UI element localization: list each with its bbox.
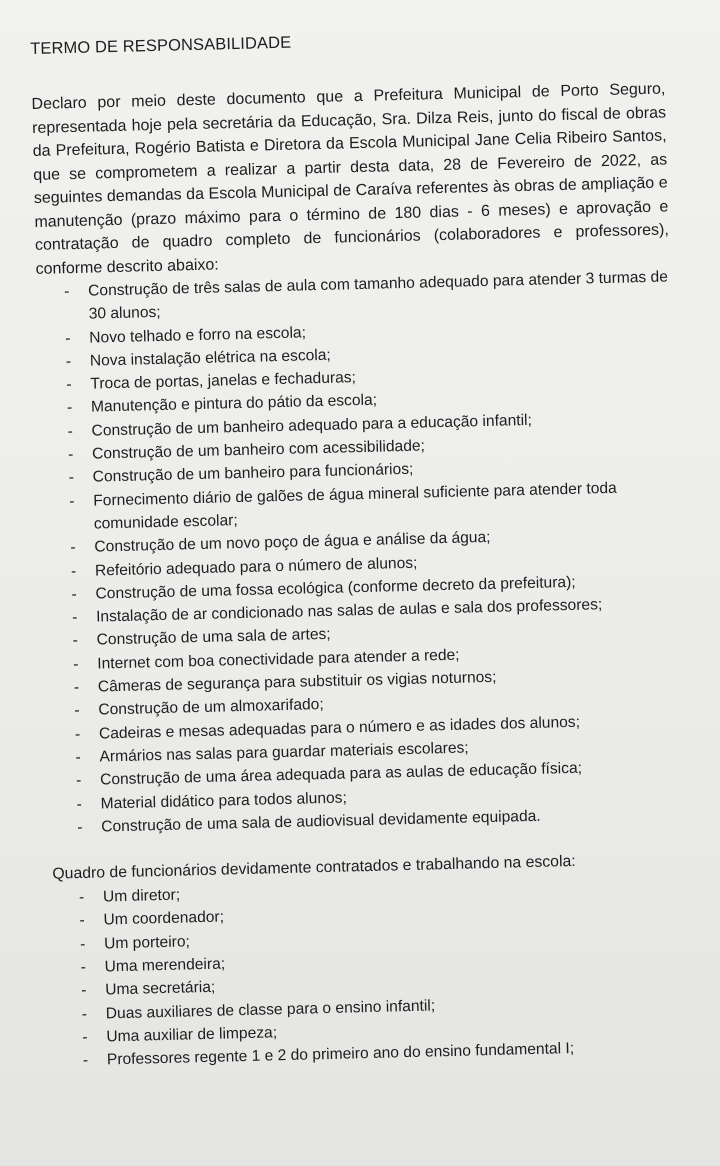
bullet-dash: - bbox=[71, 585, 77, 604]
bullet-dash: - bbox=[80, 958, 87, 977]
list-item-text: Novo telhado e forro na escola; bbox=[89, 323, 307, 347]
bullet-dash: - bbox=[74, 702, 80, 720]
bullet-dash: - bbox=[69, 492, 75, 510]
list-item-text: Uma merendeira; bbox=[104, 955, 226, 976]
list-item-text: Refeitório adequado para o número de alunos; bbox=[94, 554, 418, 580]
list-item-text: Uma auxiliar de limpeza; bbox=[106, 1024, 278, 1046]
list-item-text: Construção de uma fossa ecológica (conforme decreto da prefeitura); bbox=[95, 573, 576, 603]
demands-list bbox=[58, 265, 681, 839]
bullet-dash: - bbox=[73, 655, 79, 673]
bullet-dash: - bbox=[65, 329, 71, 347]
list-item-text: Troca de portas, janelas e fechaduras; bbox=[90, 369, 357, 393]
document-title: TERMO DE RESPONSABILIDADE bbox=[30, 33, 292, 58]
list-item-text: Construção de uma sala de artes; bbox=[96, 626, 331, 650]
list-item-text: Internet com boa conectividade para atender a rede; bbox=[97, 646, 460, 673]
bullet-dash: - bbox=[71, 609, 78, 627]
list-item-text: Nova instalação elétrica na escola; bbox=[89, 346, 331, 370]
bullet-dash: - bbox=[73, 679, 80, 697]
bullet-dash: - bbox=[75, 748, 81, 767]
staff-heading: Quadro de funcionários devidamente contratados e trabalhando na escola: bbox=[52, 853, 576, 883]
bullet-dash: - bbox=[74, 725, 81, 743]
intro-paragraph: Declaro por meio deste documento que a Prefeitura Municipal de Porto Seguro, representada hoje pela secretária da Educação, Sra. Dilza Reis, junto do fiscal de obras da Prefeitura, Rogério Batista e Diretora da Escola Municipal Jane Celia Ribeiro Santos, que se comprometem a realizar a partir desta data, 28 de Fevereiro de 2022, as seguintes demandas da Escola Municipal de Caraíva referentes às obras de ampliação e manutenção (prazo máximo para o término de 180 dias - 6 meses) e aprovação e contratação de quadro completo de funcionários (colaboradores e professores), conforme descrito abaixo: bbox=[31, 80, 670, 278]
bullet-dash: - bbox=[70, 539, 76, 557]
bullet-dash: - bbox=[70, 562, 77, 580]
list-item-text: Material didático para todos alunos; bbox=[100, 789, 347, 813]
bullet-dash: - bbox=[67, 422, 73, 440]
staff-list bbox=[73, 871, 687, 1072]
bullet-dash: - bbox=[63, 283, 70, 301]
list-item-text: Cadeiras e mesas adequadas para o número e as idades dos alunos; bbox=[98, 713, 581, 743]
list-item-text: Professores regente 1 e 2 do primeiro ano do ensino fundamental I; bbox=[106, 1040, 575, 1069]
bullet-dash: - bbox=[81, 982, 87, 1000]
bullet-dash: - bbox=[67, 446, 74, 464]
list-item-text: Uma secretária; bbox=[105, 979, 216, 999]
list-item-text: Construção de uma área adequada para as aulas de educação física; bbox=[99, 759, 583, 789]
bullet-dash: - bbox=[66, 399, 73, 417]
list-item-text: Construção de três salas de aula com tamanho adequado para atender 3 turmas de 30 alunos; bbox=[87, 268, 669, 323]
bullet-dash: - bbox=[66, 376, 72, 394]
bullet-dash: - bbox=[77, 818, 83, 836]
list-item-text: Construção de um banheiro para funcionários; bbox=[92, 461, 414, 486]
bullet-dash: - bbox=[82, 1028, 88, 1046]
bullet-dash: - bbox=[76, 795, 83, 813]
bullet-dash: - bbox=[79, 935, 86, 953]
bullet-dash: - bbox=[72, 632, 79, 650]
list-item-text: Manutenção e pintura do pátio da escola; bbox=[90, 392, 378, 417]
bullet-dash: - bbox=[79, 912, 85, 930]
list-item-text: Um diretor; bbox=[102, 886, 181, 906]
list-item-text: Câmeras de segurança para substituir os vigias noturnos; bbox=[97, 668, 497, 696]
list-item-text: Construção de uma sala de audiovisual devidamente equipada. bbox=[101, 807, 541, 836]
list-item-text: Construção de um banheiro adequado para a educação infantil; bbox=[91, 411, 533, 440]
list-item-text: Fornecimento diário de galões de água mineral suficiente para atender toda comunidade escolar; bbox=[93, 479, 617, 533]
bullet-dash: - bbox=[81, 1005, 88, 1023]
document-sheet bbox=[30, 24, 701, 1073]
bullet-dash: - bbox=[65, 352, 72, 371]
list-item-text: Armários nas salas para guardar materiais escolares; bbox=[99, 739, 469, 766]
list-item-text: Um coordenador; bbox=[103, 908, 225, 929]
bullet-dash: - bbox=[82, 1052, 89, 1070]
list-item-text: Construção de um banheiro com acessibilidade; bbox=[91, 437, 426, 463]
list-item-text: Instalação de ar condicionado nas salas de aulas e sala dos professores; bbox=[95, 596, 603, 626]
list-item-text: Duas auxiliares de classe para o ensino infantil; bbox=[105, 997, 436, 1023]
bullet-dash: - bbox=[75, 772, 82, 790]
bullet-dash: - bbox=[68, 469, 75, 487]
list-item-text: Construção de um almoxarifado; bbox=[98, 696, 324, 719]
bullet-dash: - bbox=[78, 889, 85, 907]
list-item-text: Um porteiro; bbox=[103, 933, 191, 953]
list-item-text: Construção de um novo poço de água e análise da água; bbox=[94, 529, 491, 556]
